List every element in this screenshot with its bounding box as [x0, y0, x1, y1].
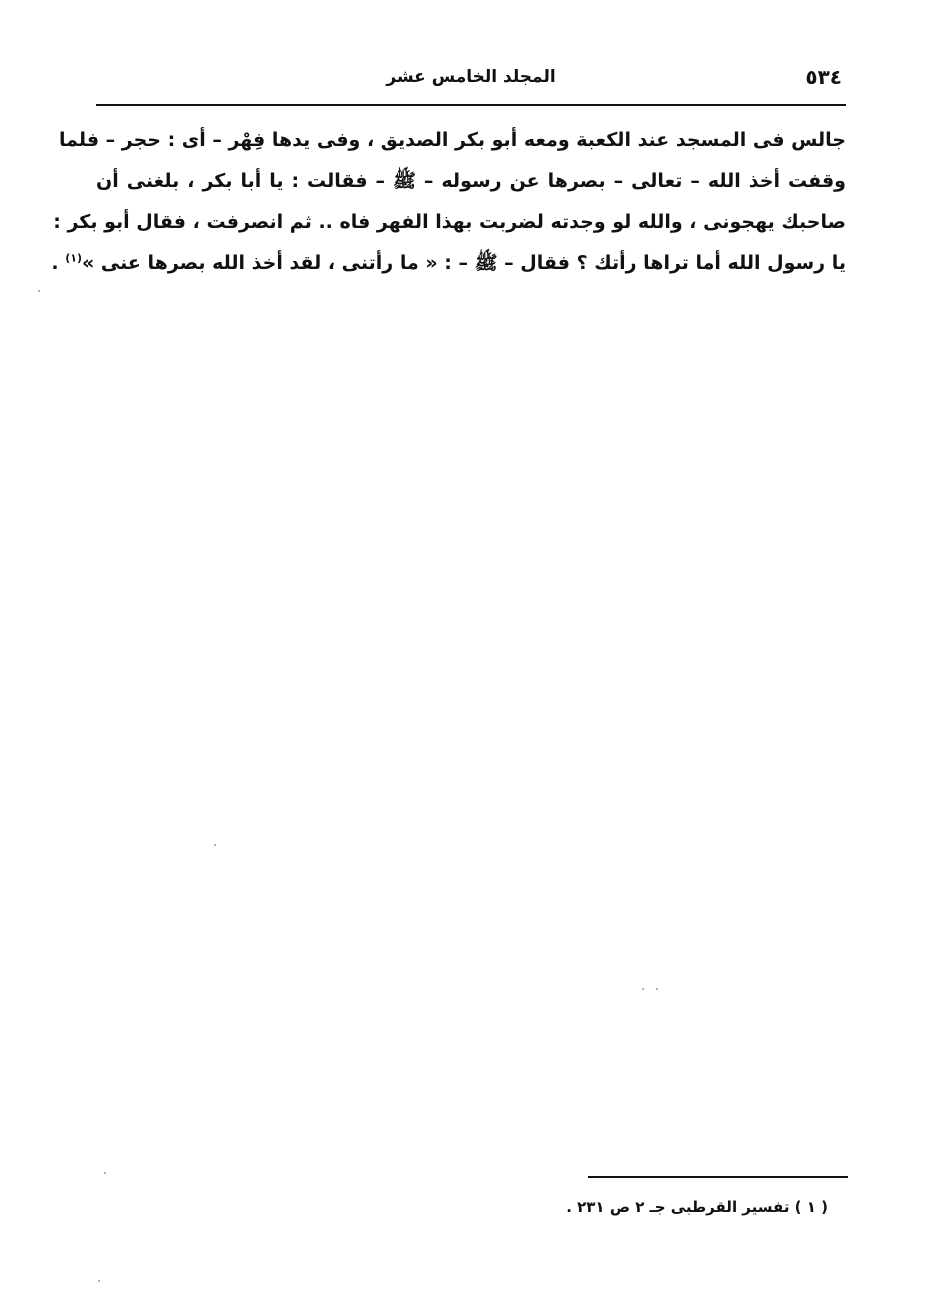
scan-speck: [38, 290, 40, 292]
scan-speck: [642, 988, 644, 990]
footnote: ( ١ ) تفسير القرطبى جـ ٢ ص ٢٣١ .: [566, 1198, 828, 1216]
body-paragraph: [51, 120, 846, 284]
body-line-text: يا رسول الله أما تراها رأتك ؟ فقال – ﷺ – : « ما رأتنى ، لقد أخذ الله بصرها عنى »: [82, 252, 846, 274]
body-line: جالس فى المسجد عند الكعبة ومعه أبو بكر الصديق ، وفى يدها فِهْر – أى : حجر – فلما: [58, 129, 846, 151]
running-title: المجلد الخامس عشر: [386, 67, 556, 87]
scan-speck: [656, 988, 658, 990]
footnote-rule: [588, 1176, 848, 1178]
scan-speck: [214, 844, 216, 846]
scan-speck: [104, 1172, 106, 1174]
line-end-period: .: [51, 252, 66, 274]
scan-speck: [98, 1280, 100, 1282]
page-header: [96, 62, 846, 98]
page-number: ٥٣٤: [805, 65, 842, 89]
footnote-reference: (١): [65, 251, 83, 265]
body-line: وقفت أخذ الله – تعالى – بصرها عن رسوله – ﷺ – فقالت : يا أبا بكر ، بلغنى أن: [96, 170, 846, 192]
header-rule: [96, 104, 846, 106]
body-line: صاحبك يهجونى ، والله لو وجدته لضربت بهذا الفهر فاه .. ثم انصرفت ، فقال أبو بكر :: [53, 211, 846, 233]
body-line-last: [51, 243, 846, 284]
